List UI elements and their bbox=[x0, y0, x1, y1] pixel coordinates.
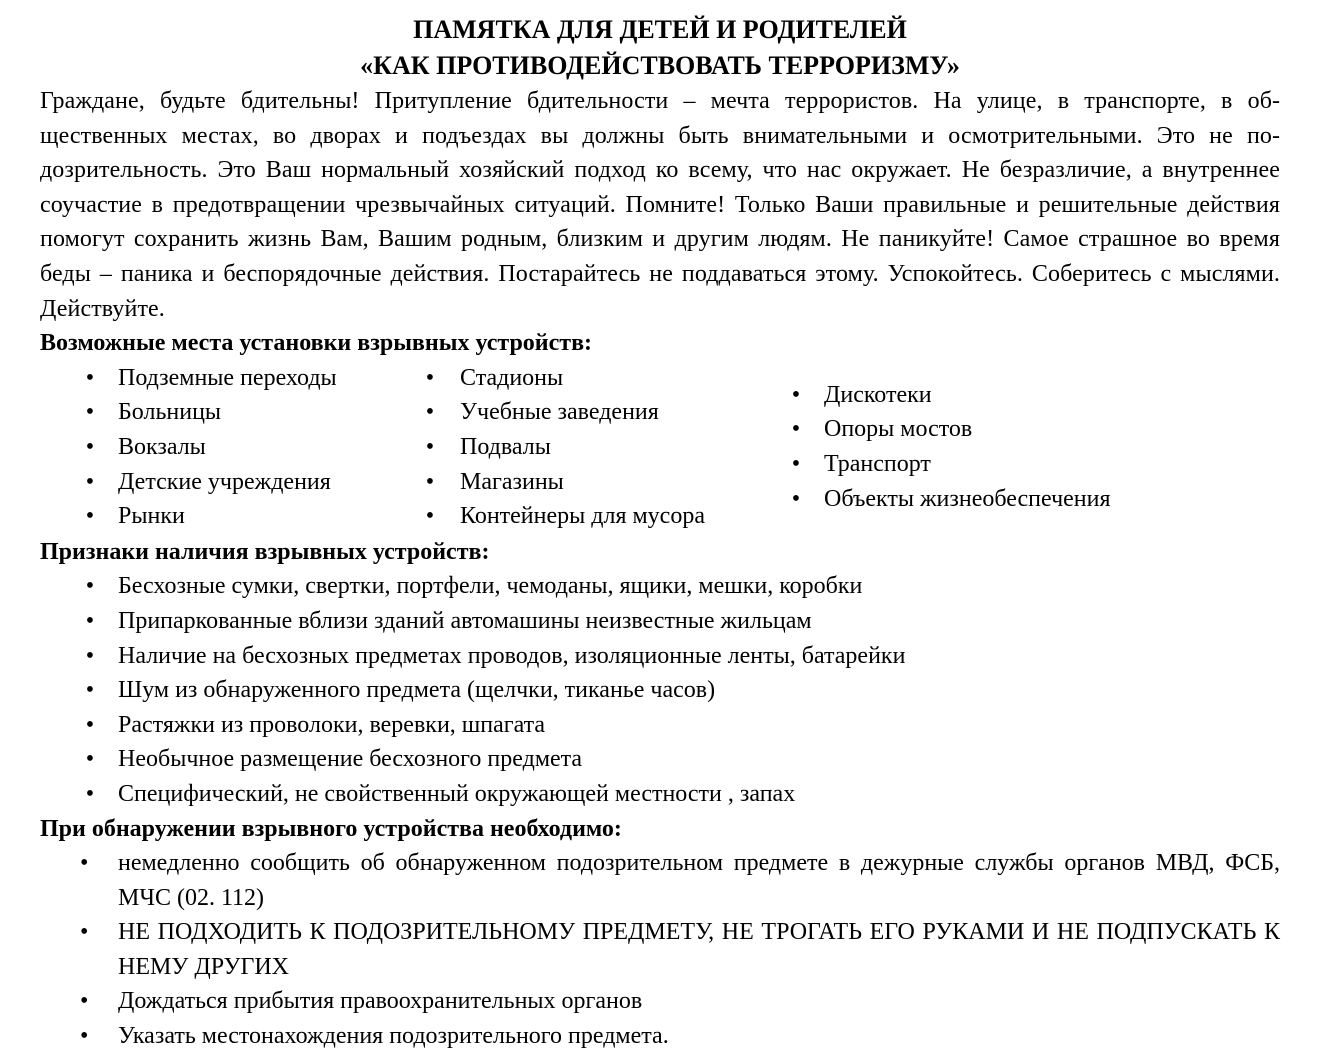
list-item-text: Необычное размещение бесхозного предмета bbox=[118, 746, 583, 773]
list-item-text: Рынки bbox=[118, 503, 185, 530]
list-item bbox=[746, 447, 1306, 482]
list-item-text: Опоры мостов bbox=[824, 416, 973, 443]
bullet-icon: • bbox=[85, 780, 95, 807]
list-item-text: Магазины bbox=[460, 468, 564, 495]
list-item bbox=[40, 430, 400, 465]
list-item bbox=[40, 915, 1280, 984]
bullet-icon: • bbox=[85, 503, 95, 530]
bullet-icon: • bbox=[425, 399, 435, 426]
title-line-1: ПАМЯТКА ДЛЯ ДЕТЕЙ И РОДИТЕЛЕЙ bbox=[413, 15, 907, 44]
list-item bbox=[40, 984, 1280, 1019]
bullet-icon: • bbox=[80, 850, 89, 877]
list-item bbox=[380, 395, 800, 430]
bullet-icon: • bbox=[85, 468, 95, 495]
list-item bbox=[40, 395, 400, 430]
bullet-icon: • bbox=[80, 988, 89, 1015]
list-item bbox=[40, 673, 1280, 708]
actions-heading: При обнаружении взрывного устройства необходимо: bbox=[40, 815, 622, 842]
signs-heading: Признаки наличия взрывных устройств: bbox=[40, 538, 490, 565]
list-item-text: Припаркованные вблизи зданий автомашины неизвестные жильцам bbox=[118, 607, 812, 634]
list-item bbox=[40, 639, 1280, 674]
list-item bbox=[40, 465, 400, 500]
bullet-icon: • bbox=[80, 1023, 89, 1050]
list-item bbox=[40, 569, 1280, 604]
list-item bbox=[746, 378, 1306, 413]
places-list-1 bbox=[40, 361, 400, 534]
bullet-icon: • bbox=[85, 711, 95, 738]
list-item bbox=[40, 499, 400, 534]
bullet-icon: • bbox=[425, 468, 435, 495]
list-item bbox=[380, 361, 800, 396]
list-item bbox=[746, 482, 1306, 517]
list-item bbox=[40, 708, 1280, 743]
list-item bbox=[380, 465, 800, 500]
list-item bbox=[40, 777, 1280, 812]
list-item-text: Детские учреждения bbox=[118, 468, 331, 495]
bullet-icon: • bbox=[791, 416, 801, 443]
list-item bbox=[40, 742, 1280, 777]
list-item bbox=[40, 846, 1280, 915]
bullet-icon: • bbox=[85, 607, 95, 634]
bullet-icon: • bbox=[85, 433, 95, 460]
signs-list bbox=[40, 569, 1280, 811]
list-item-text: Наличие на бесхозных предметах проводов, изоляционные ленты, батарейки bbox=[118, 642, 906, 669]
bullet-icon: • bbox=[791, 450, 801, 477]
title-line-2: «КАК ПРОТИВОДЕЙСТВОВАТЬ ТЕРРОРИЗМУ» bbox=[360, 51, 960, 80]
list-item-text: Указать местонахождения подозрительного предмета. bbox=[118, 1023, 669, 1050]
list-item-text: Вокзалы bbox=[118, 433, 206, 460]
bullet-icon: • bbox=[425, 503, 435, 530]
intro-paragraph: Граждане, будьте бдительны! Притупление бдительности – мечта террористов. На улице, в транспорте, в общественных местах, во дворах и подъездах вы должны быть внимательными и осмотрительными. Это не подозрительность. Это Ваш нормальный хозяйский подход ко всему, что нас окружает. Не безразличие, а внутреннее соучастие в предотвращении чрезвычайных ситуаций. Помните! Только Ваши правильные и решительные действия помогут сохранить жизнь Вам, Вашим родным, близким и другим людям. Не паникуйте! Самое страшное во время беды – паника и беспорядочные действия. Постарайтесь не поддаваться этому. Успокойтесь. Соберитесь с мыслями. Действуйте. bbox=[40, 88, 1280, 322]
list-item bbox=[746, 412, 1306, 447]
list-item-text: Дождаться прибытия правоохранительных органов bbox=[118, 988, 643, 1015]
places-column-1 bbox=[40, 361, 400, 534]
list-item-text: Контейнеры для мусора bbox=[460, 503, 705, 530]
list-item bbox=[40, 1019, 1280, 1054]
bullet-icon: • bbox=[425, 364, 435, 391]
bullet-icon: • bbox=[791, 381, 801, 408]
list-item bbox=[380, 499, 800, 534]
list-item-text: Специфический, не свойственный окружающей местности , запах bbox=[118, 780, 796, 807]
list-item-text: Растяжки из проволоки, веревки, шпагата bbox=[118, 711, 546, 738]
list-item-text: Шум из обнаруженного предмета (щелчки, тиканье часов) bbox=[118, 677, 716, 704]
list-item-text: Подвалы bbox=[460, 433, 551, 460]
bullet-icon: • bbox=[85, 642, 95, 669]
places-columns bbox=[40, 361, 1280, 535]
places-column-2 bbox=[380, 361, 800, 534]
list-item-text: Объекты жизнеобеспечения bbox=[824, 485, 1111, 512]
list-item-text: НЕ ПОДХОДИТЬ К ПОДОЗРИТЕЛЬНОМУ ПРЕДМЕТУ, НЕ ТРОГАТЬ ЕГО РУКАМИ И НЕ ПОДПУСКАТЬ К НЕМУ ДРУГИХ bbox=[118, 919, 1280, 980]
list-item-text: Учебные заведения bbox=[460, 399, 659, 426]
bullet-icon: • bbox=[85, 746, 95, 773]
list-item-text: немедленно сообщить об обнаруженном подозрительном предмете в дежурные службы органов МВД, ФСБ, МЧС (02. 112) bbox=[118, 850, 1280, 911]
places-column-3 bbox=[746, 378, 1306, 516]
places-list-2 bbox=[380, 361, 800, 534]
list-item-text: Подземные переходы bbox=[118, 364, 337, 391]
list-item-text: Бесхозные сумки, свертки, портфели, чемоданы, ящики, мешки, коробки bbox=[118, 573, 863, 600]
list-item-text: Транспорт bbox=[824, 450, 931, 477]
list-item-text: Больницы bbox=[118, 399, 222, 426]
bullet-icon: • bbox=[85, 677, 95, 704]
bullet-icon: • bbox=[80, 919, 89, 946]
bullet-icon: • bbox=[791, 485, 801, 512]
list-item bbox=[40, 604, 1280, 639]
bullet-icon: • bbox=[85, 399, 95, 426]
places-heading: Возможные места установки взрывных устройств: bbox=[40, 330, 593, 357]
places-list-3 bbox=[746, 378, 1306, 516]
actions-list bbox=[40, 846, 1280, 1054]
bullet-icon: • bbox=[425, 433, 435, 460]
list-item bbox=[380, 430, 800, 465]
bullet-icon: • bbox=[85, 364, 95, 391]
list-item-text: Стадионы bbox=[460, 364, 564, 391]
bullet-icon: • bbox=[85, 573, 95, 600]
list-item bbox=[40, 361, 400, 396]
list-item-text: Дискотеки bbox=[824, 381, 932, 408]
